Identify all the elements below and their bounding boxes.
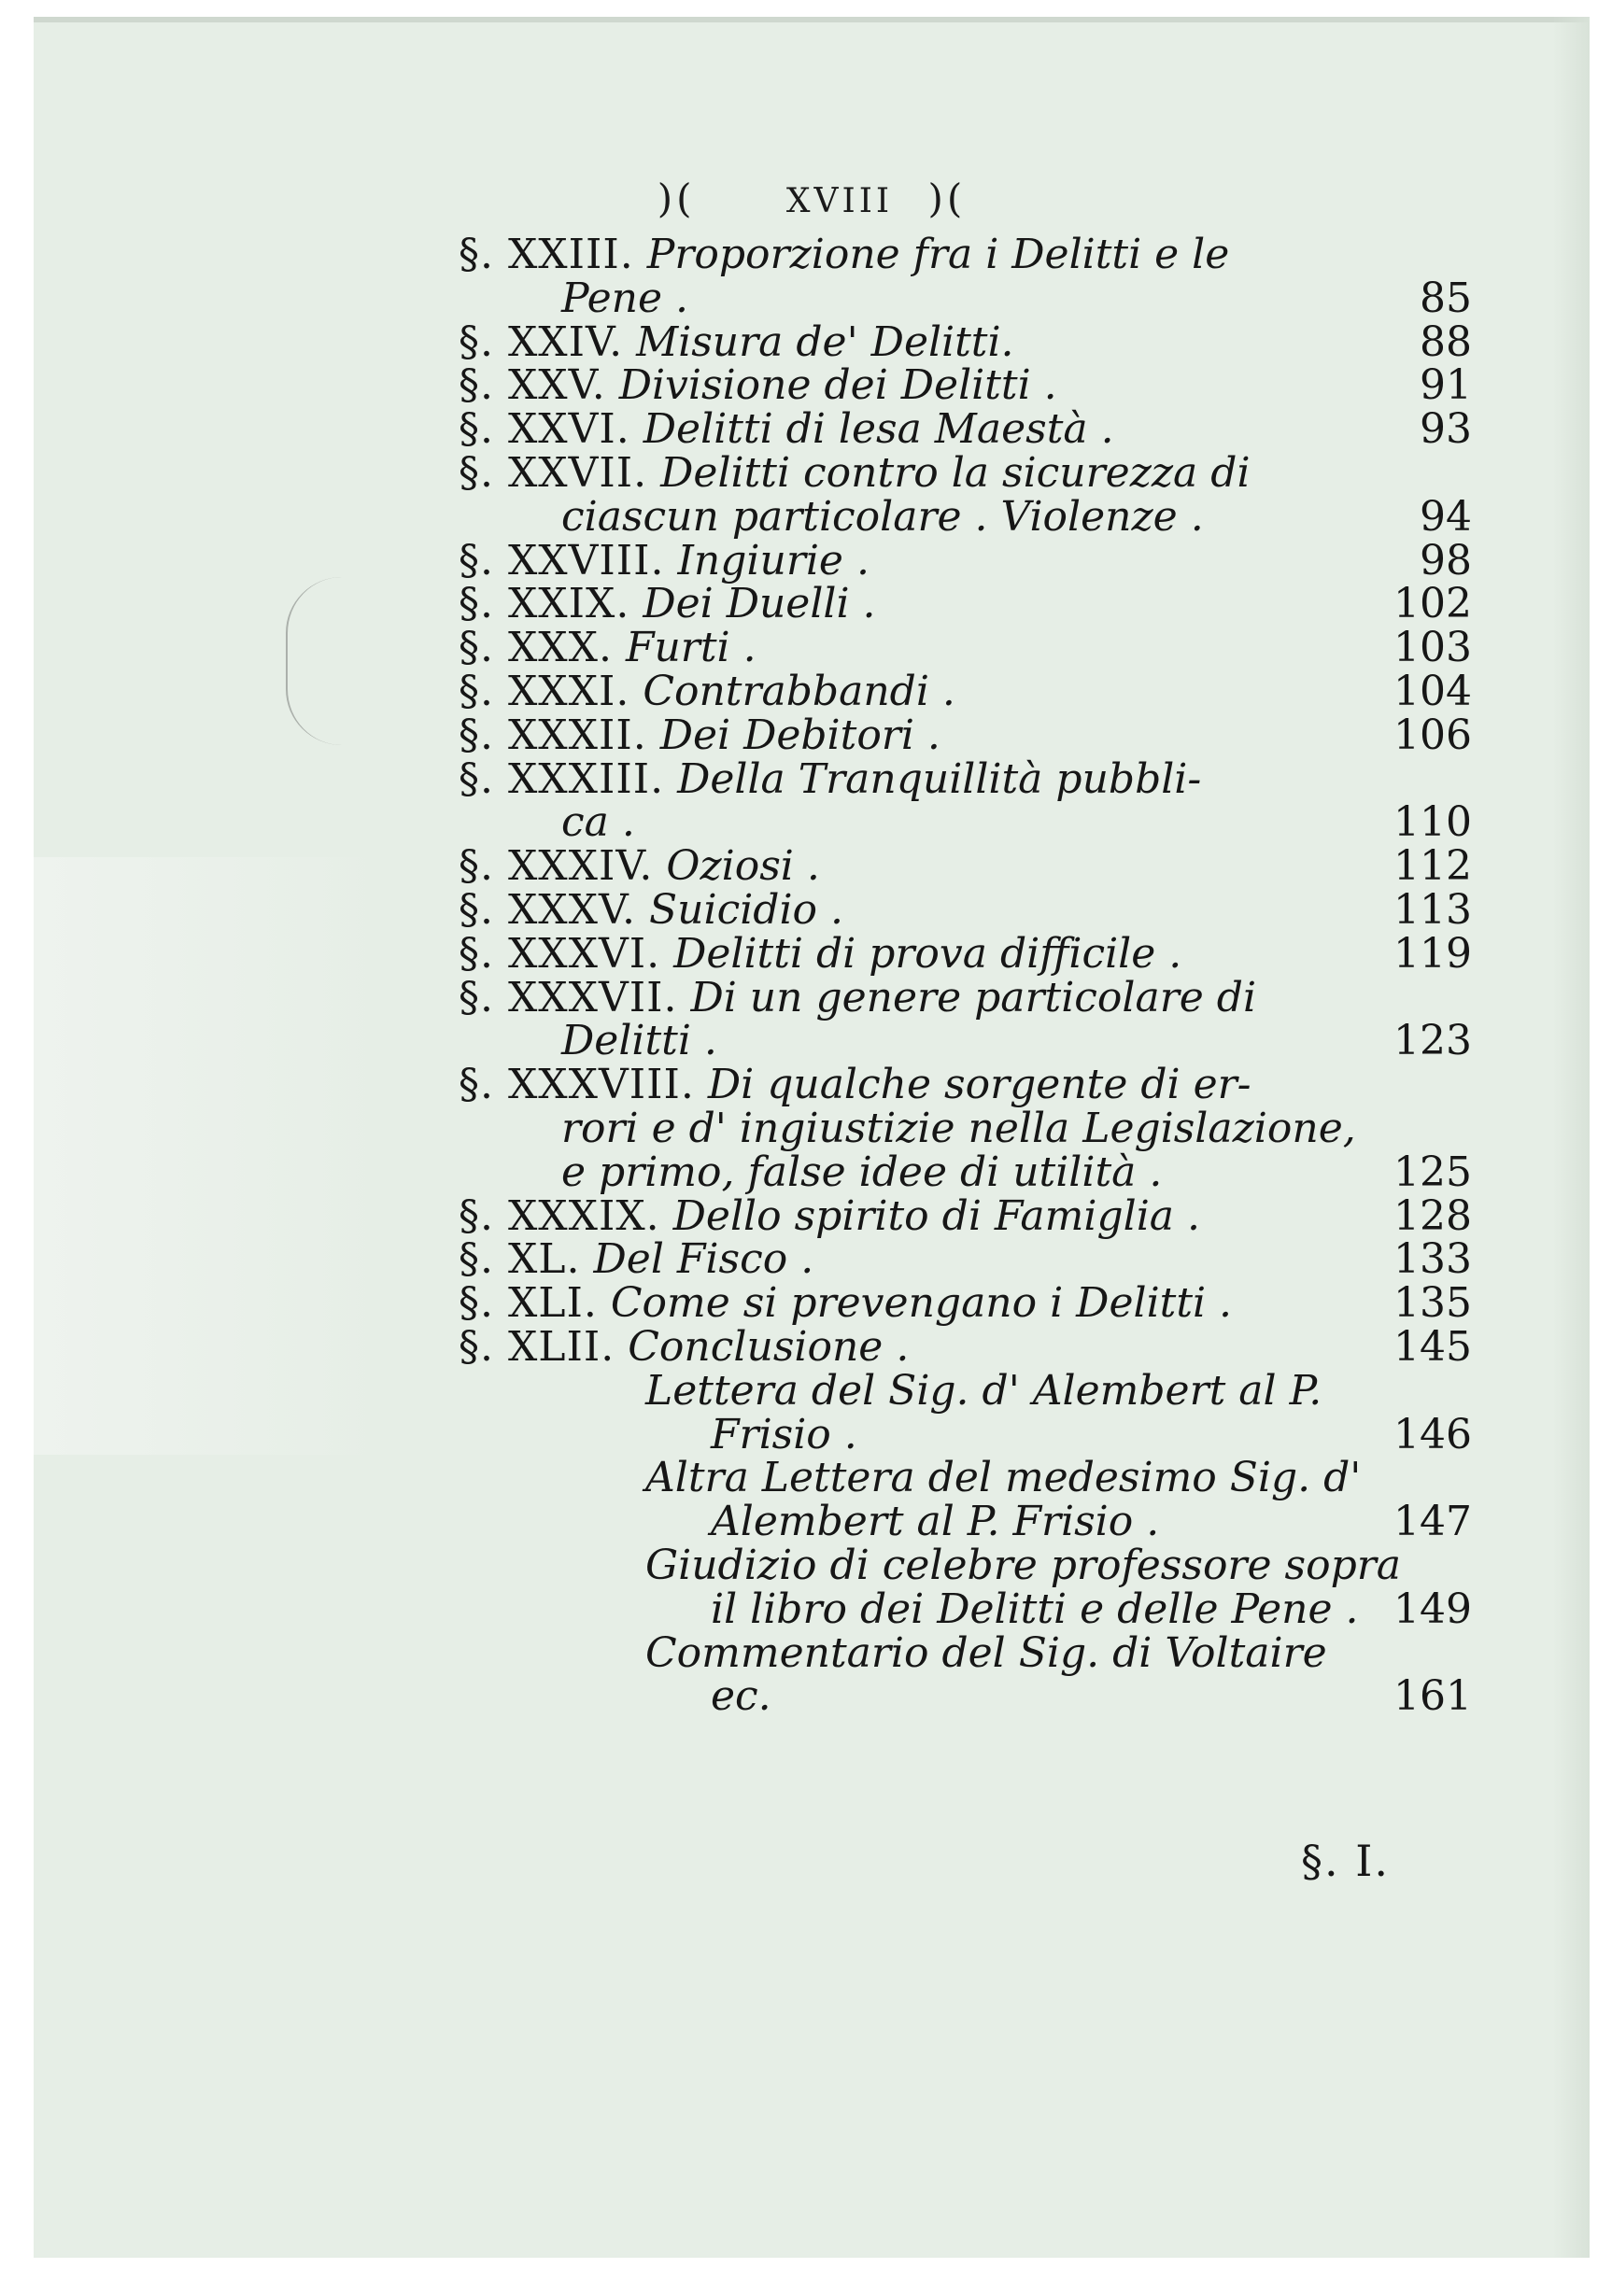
- section-title: Dei Duelli .: [643, 580, 876, 628]
- page-ref: 85: [1420, 274, 1472, 322]
- page-numeral: XVIII: [785, 182, 894, 220]
- page-ref: 98: [1420, 536, 1472, 585]
- section-number: §. XXXIX.: [459, 1191, 660, 1240]
- toc-line: [459, 1322, 1472, 1371]
- header-right-ornament: )(: [927, 176, 967, 221]
- page-ref: 145: [1393, 1322, 1472, 1371]
- section-title: Proporzione fra i Delitti e le: [646, 231, 1230, 278]
- toc-line: [459, 1628, 1472, 1677]
- section-number: §. XXIX.: [459, 580, 630, 628]
- section-title: Come si prevengano i Delitti .: [610, 1279, 1233, 1328]
- section-title: ec.: [711, 1672, 771, 1721]
- section-number: §. XXIII.: [459, 231, 634, 278]
- section-title: Dello spirito di Famiglia .: [672, 1191, 1200, 1240]
- page-ref: 119: [1393, 929, 1472, 978]
- margin-pencil-mark: [286, 577, 344, 745]
- page-ref: 147: [1393, 1498, 1472, 1546]
- page-ref: 103: [1393, 624, 1472, 672]
- page-ref: 149: [1393, 1585, 1472, 1633]
- section-title: il libro dei Delitti e delle Pene .: [711, 1585, 1359, 1633]
- section-number: §. XXXVI.: [459, 929, 661, 978]
- section-title: Commentario del Sig. di Voltaire: [645, 1628, 1327, 1677]
- toc-line: [459, 1672, 1472, 1721]
- table-of-contents: [459, 233, 1472, 1719]
- page-gutter-shadow: [1552, 17, 1590, 2258]
- section-number: §. XXXI.: [459, 667, 630, 715]
- section-title: e primo, false idee di utilità .: [561, 1148, 1163, 1196]
- section-number: §. XXIV.: [459, 317, 624, 366]
- page-ref: 161: [1393, 1672, 1472, 1721]
- page-ref: 110: [1393, 798, 1472, 847]
- section-number: §. XXXIII.: [459, 754, 665, 803]
- page-ref: 135: [1393, 1279, 1472, 1328]
- catchword: §. I.: [1300, 1836, 1390, 1886]
- toc-line: [459, 1063, 1472, 1107]
- toc-line: [459, 361, 1472, 410]
- section-title: Alembert al P. Frisio .: [711, 1498, 1160, 1546]
- toc-line: [459, 1541, 1472, 1589]
- section-title: Dei Debitori .: [659, 711, 940, 759]
- toc-line: [459, 842, 1472, 891]
- page-top-edge: [34, 17, 1590, 22]
- section-title: Pene .: [561, 274, 689, 322]
- header-left-ornament: )(: [657, 176, 696, 221]
- section-title: Frisio .: [711, 1410, 857, 1458]
- section-title: Delitti contro la sicurezza di: [660, 448, 1251, 497]
- page-ref: 102: [1393, 580, 1472, 628]
- section-title: Contrabbandi .: [643, 667, 955, 715]
- section-title: Conclusione .: [628, 1322, 910, 1371]
- section-title: Del Fisco .: [593, 1235, 814, 1284]
- page-ref: 94: [1420, 492, 1472, 541]
- section-number: §. XXVIII.: [459, 536, 665, 585]
- page-stain: [34, 857, 389, 1455]
- toc-line: [459, 1148, 1472, 1196]
- toc-line: [459, 274, 1472, 322]
- toc-line: [459, 1279, 1472, 1328]
- section-title: Ingiurie .: [677, 536, 870, 585]
- toc-line: [459, 1500, 1472, 1544]
- page-ref: 93: [1420, 405, 1472, 454]
- toc-line: [459, 1104, 1472, 1152]
- section-title: Divisione dei Delitti .: [618, 361, 1057, 410]
- page-ref: 113: [1393, 885, 1472, 934]
- toc-line: [459, 1235, 1472, 1284]
- toc-line: [459, 1410, 1472, 1458]
- section-title: Delitti di prova difficile .: [673, 929, 1182, 978]
- section-number: §. XXXVII.: [459, 973, 678, 1021]
- page-ref: 133: [1393, 1235, 1472, 1284]
- section-title: ca .: [561, 798, 635, 847]
- section-title: Di qualche sorgente di er-: [707, 1061, 1251, 1109]
- section-number: §. XXXII.: [459, 711, 647, 759]
- toc-line: [459, 1017, 1472, 1065]
- running-header: [34, 176, 1590, 221]
- toc-line: [459, 580, 1472, 628]
- toc-line: [459, 448, 1472, 497]
- page-ref: 91: [1420, 361, 1472, 410]
- toc-line: [459, 624, 1472, 672]
- toc-line: [459, 405, 1472, 454]
- toc-line: [459, 536, 1472, 585]
- section-title: Suicidio .: [649, 885, 843, 934]
- section-number: §. XXVI.: [459, 405, 630, 454]
- section-title: Oziosi .: [666, 842, 820, 891]
- section-number: §. XXVII.: [459, 448, 648, 497]
- toc-line: [459, 317, 1472, 366]
- book-page: [34, 17, 1590, 2258]
- section-number: §. XXV.: [459, 361, 606, 410]
- toc-line: [459, 885, 1472, 934]
- section-number: §. XXXV.: [459, 885, 637, 934]
- section-title: Altra Lettera del medesimo Sig. d': [645, 1454, 1362, 1502]
- toc-line: [459, 754, 1472, 803]
- toc-line: [459, 667, 1472, 715]
- section-title: Delitti .: [561, 1017, 717, 1065]
- section-title: Misura de' Delitti.: [636, 317, 1014, 366]
- toc-line: [459, 233, 1472, 277]
- section-number: §. XLI.: [459, 1279, 598, 1328]
- section-title: Di un genere particolare di: [690, 973, 1257, 1021]
- toc-line: [459, 711, 1472, 759]
- toc-line: [459, 973, 1472, 1021]
- page-ref: 104: [1393, 667, 1472, 715]
- toc-line: [459, 1366, 1472, 1415]
- toc-line: [459, 798, 1472, 847]
- section-title: Delitti di lesa Maestà .: [643, 405, 1114, 454]
- section-number: §. XXXIV.: [459, 842, 654, 891]
- page-ref: 146: [1393, 1410, 1472, 1458]
- section-number: §. XL.: [459, 1235, 581, 1284]
- section-title: Giudizio di celebre professore sopra: [645, 1541, 1401, 1589]
- section-number: §. XXXVIII.: [459, 1061, 695, 1109]
- section-title: Lettera del Sig. d' Alembert al P.: [645, 1366, 1322, 1415]
- toc-line: [459, 1585, 1472, 1633]
- page-ref: 112: [1393, 842, 1472, 891]
- page-ref: 125: [1393, 1148, 1472, 1196]
- section-number: §. XLII.: [459, 1322, 615, 1371]
- toc-line: [459, 929, 1472, 978]
- toc-line: [459, 1191, 1472, 1240]
- toc-line: [459, 1454, 1472, 1502]
- section-number: §. XXX.: [459, 624, 613, 672]
- section-title: ciascun particolare . Violenze .: [561, 492, 1204, 541]
- toc-line: [459, 492, 1472, 541]
- section-title: rori e d' ingiustizie nella Legislazione,: [561, 1104, 1356, 1152]
- page-ref: 128: [1393, 1191, 1472, 1240]
- page-ref: 123: [1393, 1017, 1472, 1065]
- page-ref: 88: [1420, 317, 1472, 366]
- page-ref: 106: [1393, 711, 1472, 759]
- section-title: Furti .: [625, 624, 757, 672]
- section-title: Della Tranquillità pubbli-: [677, 754, 1202, 803]
